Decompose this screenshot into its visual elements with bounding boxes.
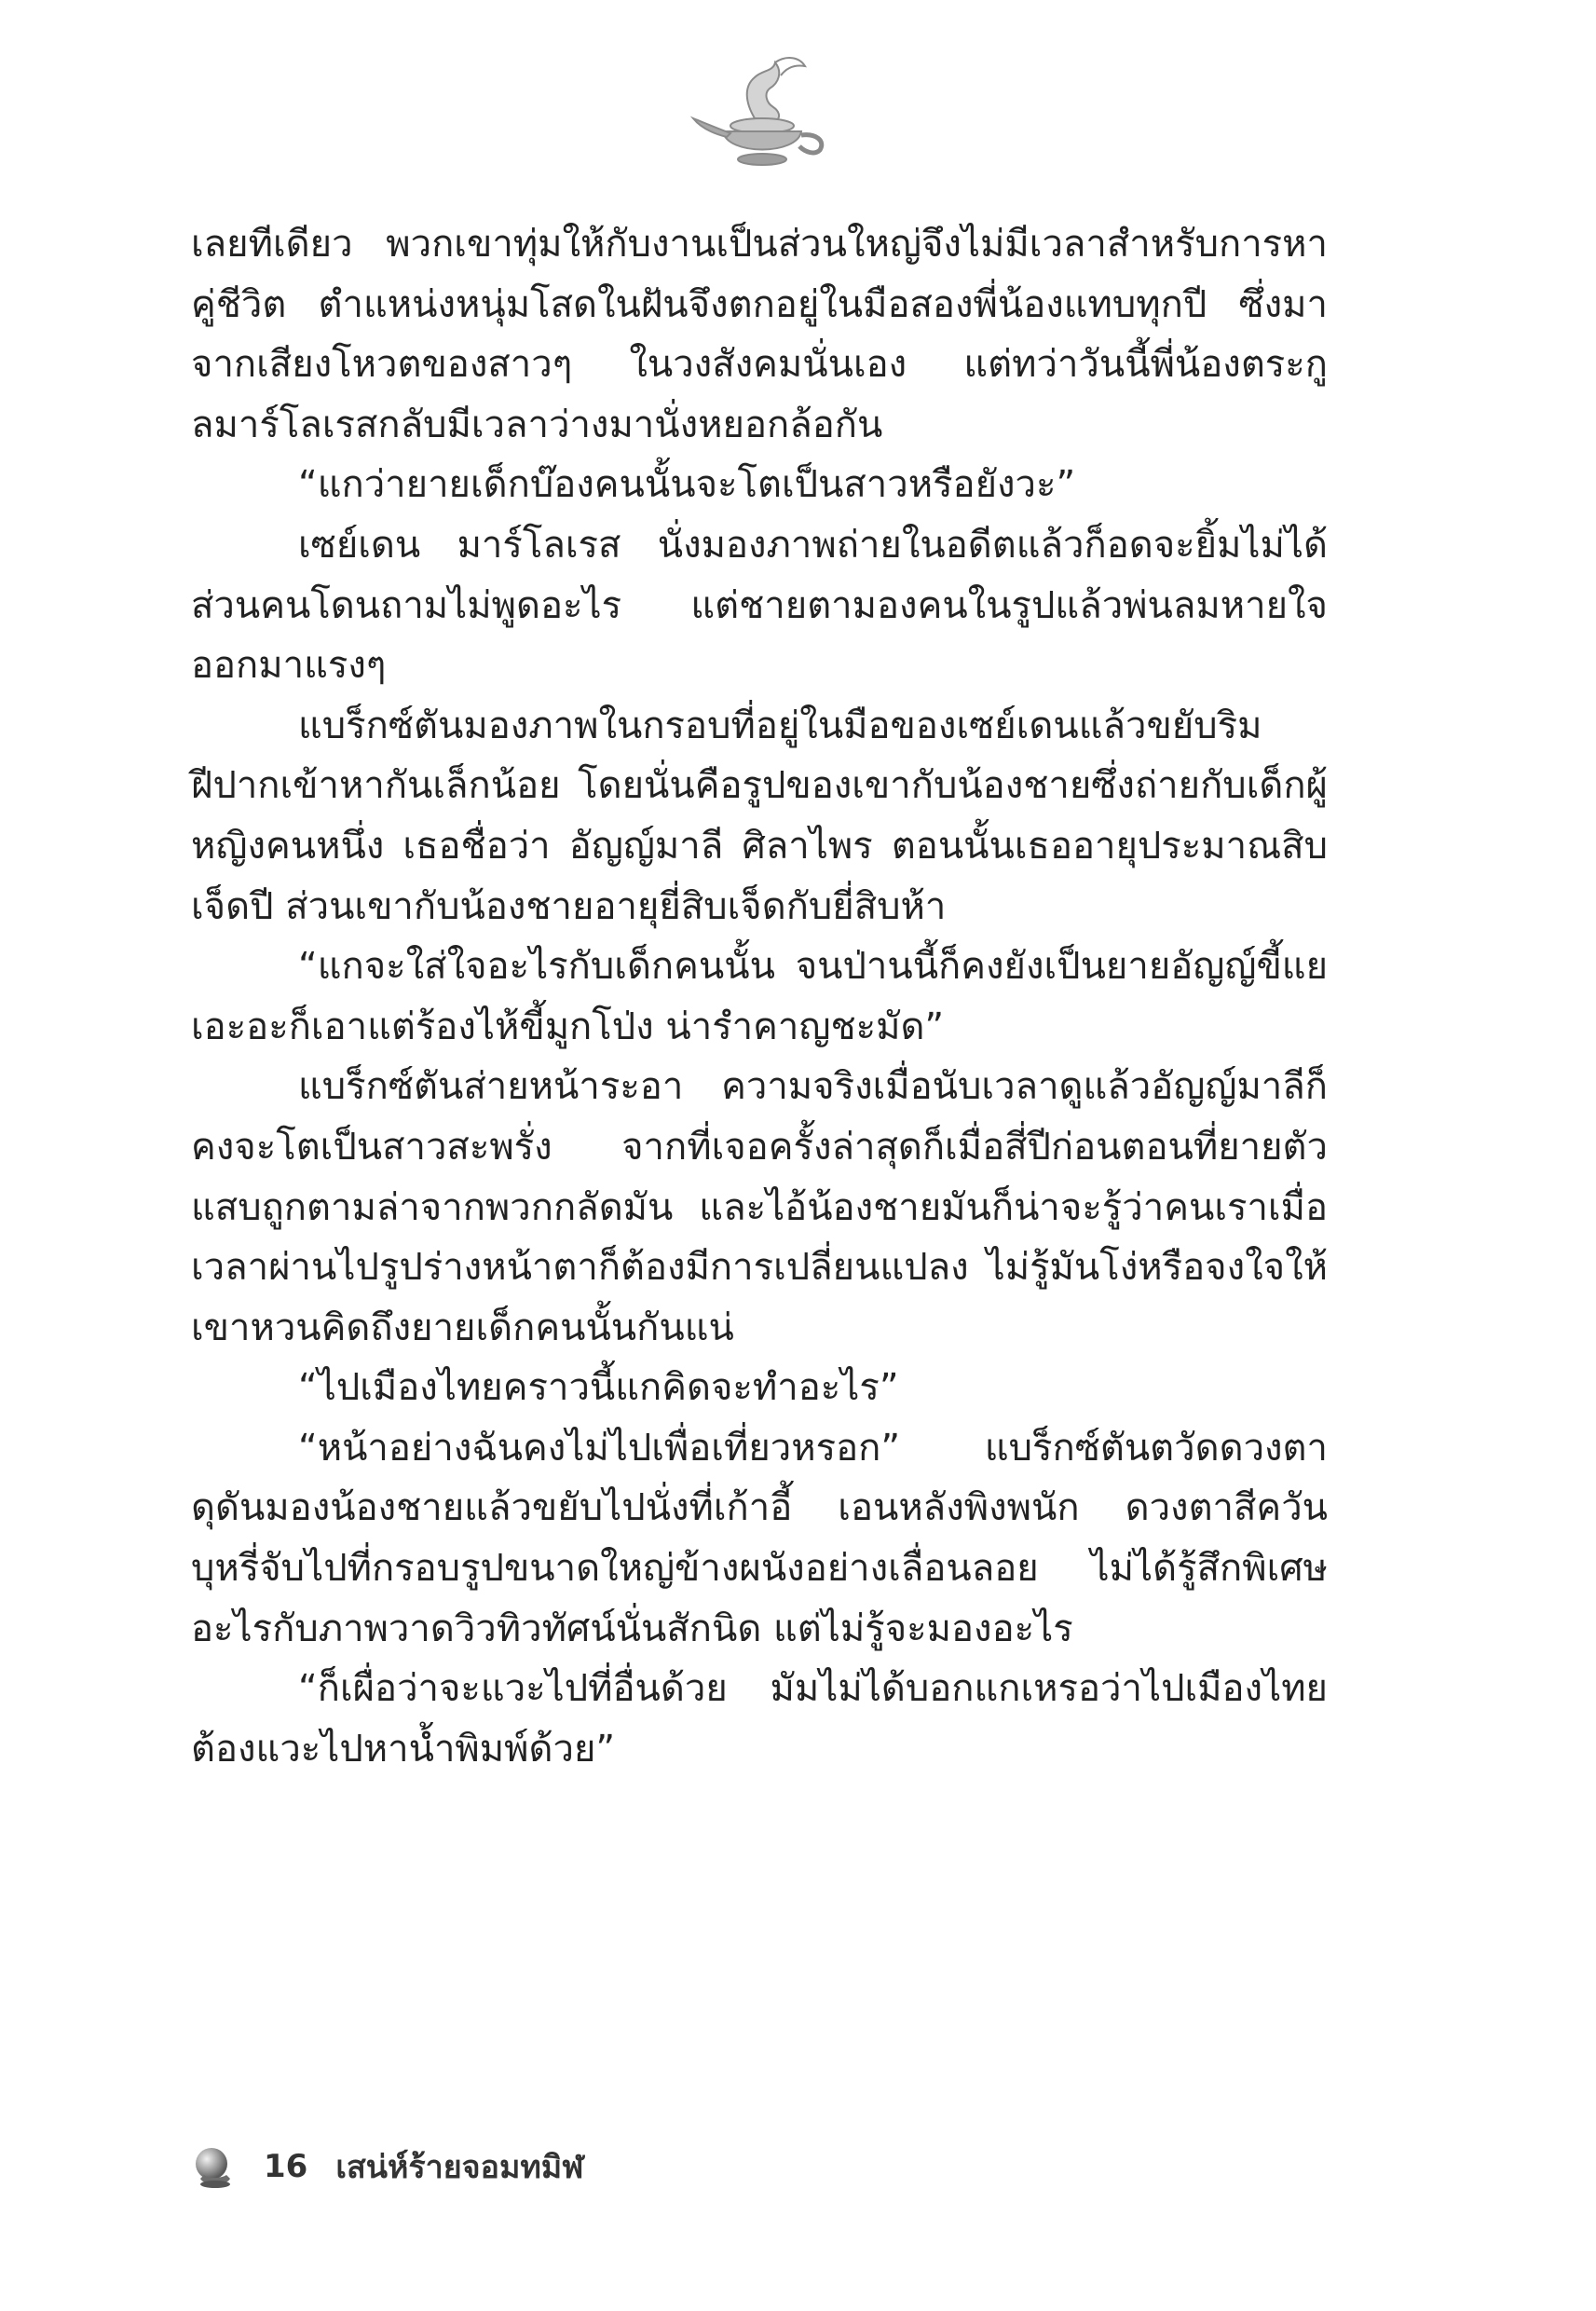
paragraph: เซย์เดน มาร์โลเรส นั่งมองภาพถ่ายในอดีตแล้วก็อดจะยิ้มไม่ได้ ส่วนคนโดนถามไม่พูดอะไร แต่ชายตามองคนในรูปแล้วพ่นลมหายใจออกมาแรงๆ (191, 523, 1328, 688)
paragraph: “ไปเมืองไทยคราวนี้แกคิดจะทำอะไร” (298, 1366, 899, 1410)
paragraph: “แกจะใส่ใจอะไรกับเด็กคนนั้น จนป่านนี้ก็คงยังเป็นยายอัญญ์ขี้แย เอะอะก็เอาแต่ร้องไห้ขี้มูกโป่ง น่ารำคาญชะมัด” (191, 945, 1328, 1048)
paragraph: “แกว่ายายเด็กบ๊องคนนั้นจะโตเป็นสาวหรือยังวะ” (298, 463, 1076, 507)
page-footer (191, 2139, 583, 2195)
paragraph: แบร็กซ์ตันมองภาพในกรอบที่อยู่ในมือของเซย์เดนแล้วขยับริมฝีปากเข้าหากันเล็กน้อย โดยนั่นคือรูปของเขากับน้องชายซึ่งถ่ายกับเด็กผู้หญิงคนหนึ่ง เธอชื่อว่า อัญญ์มาลี ศิลาไพร ตอนนั้นเธออายุประมาณสิบเจ็ดปี ส่วนเขากับน้องชายอายุยี่สิบเจ็ดกับยี่สิบห้า (191, 704, 1328, 928)
body-text (191, 214, 1328, 1779)
paragraph: “หน้าอย่างฉันคงไม่ไปเพื่อเที่ยวหรอก” แบร็กซ์ตันตวัดดวงตาดุดันมองน้องชายแล้วขยับไปนั่งที่เก้าอี้ เอนหลังพิงพนัก ดวงตาสีควันบุหรี่จับไปที่กรอบรูปขนาดใหญ่ข้างผนังอย่างเลื่อนลอย ไม่ได้รู้สึกพิเศษอะไรกับภาพวาดวิวทิวทัศน์นั่นสักนิด แต่ไม่รู้จะมองอะไร (191, 1426, 1328, 1650)
crystal-ball-icon (191, 2143, 238, 2190)
book-title: เสน่ห์ร้ายจอมทมิฬ (335, 2149, 584, 2186)
paragraph: เลยทีเดียว พวกเขาทุ่มให้กับงานเป็นส่วนใหญ่จึงไม่มีเวลาสำหรับการหาคู่ชีวิต ตำแหน่งหนุ่มโสดในฝันจึงตกอยู่ในมือสองพี่น้องแทบทุกปี ซึ่งมาจากเสียงโหวตของสาวๆ ในวงสังคมนั่นเอง แต่ทว่าวันนี้พี่น้องตระกูลมาร์โลเรสกลับมีเวลาว่างมานั่งหยอกล้อกัน (191, 223, 1328, 446)
page-number: 16 (264, 2148, 308, 2185)
paragraph: “ก็เผื่อว่าจะแวะไปที่อื่นด้วย มัมไม่ได้บอกแกเหรอว่าไปเมืองไทยต้องแวะไปหาน้ำพิมพ์ด้วย” (191, 1667, 1328, 1771)
paragraph: แบร็กซ์ตันส่ายหน้าระอา ความจริงเมื่อนับเวลาดูแล้วอัญญ์มาลีก็คงจะโตเป็นสาวสะพรั่ง จากที่เจอครั้งล่าสุดก็เมื่อสี่ปีก่อนตอนที่ยายตัวแสบถูกตามล่าจากพวกกลัดมัน และไอ้น้องชายมันก็น่าจะรู้ว่าคนเราเมื่อเวลาผ่านไปรูปร่างหน้าตาก็ต้องมีการเปลี่ยนแปลง ไม่รู้มันโง่หรือจงใจให้เขาหวนคิดถึงยายเด็กคนนั้นกันแน่ (191, 1065, 1328, 1349)
magic-lamp-icon (689, 51, 829, 172)
